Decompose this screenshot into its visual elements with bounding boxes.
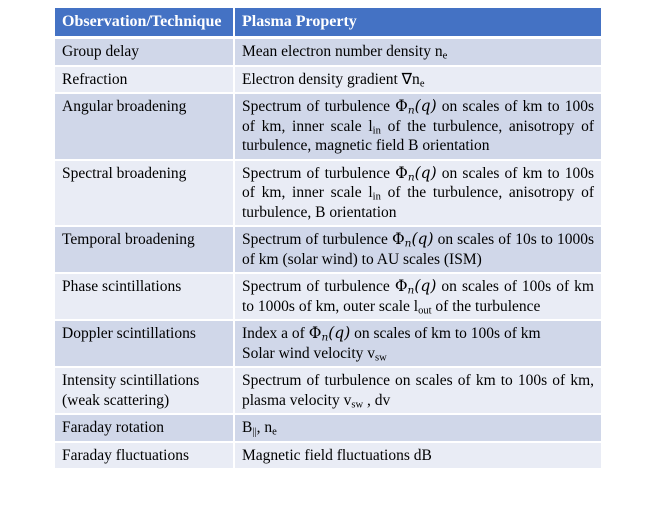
plasma-property-cell <box>234 66 601 94</box>
plasma-property-cell <box>234 38 601 66</box>
observation-cell: Doppler scintillations <box>55 320 234 367</box>
table-row <box>55 226 601 273</box>
subscript: e <box>272 426 277 438</box>
property-text: Spectrum of turbulence <box>242 98 396 115</box>
observation-cell: Faraday rotation <box>55 414 234 442</box>
phi-symbol: Φ <box>395 97 408 115</box>
observation-cell: Faraday fluctuations <box>55 442 234 470</box>
observation-cell: Intensity scintillations (weak scattering) <box>55 367 234 414</box>
table-body <box>55 38 601 470</box>
table-row <box>55 320 601 367</box>
plasma-properties-table <box>55 8 601 470</box>
plasma-property-cell <box>234 320 601 367</box>
subscript: || <box>252 426 257 438</box>
observation-cell: Angular broadening <box>55 93 234 160</box>
plasma-property-cell <box>234 367 601 414</box>
subscript: n <box>407 284 415 297</box>
property-text: Spectrum of turbulence <box>242 278 395 295</box>
subscript: e <box>442 50 448 62</box>
table-row <box>55 273 601 320</box>
phi-symbol: Φ <box>308 324 322 342</box>
plasma-property-cell <box>234 442 601 470</box>
math-argument: (q) <box>414 97 437 115</box>
property-text: on scales of km to 100s of km, inner scale l <box>242 164 594 201</box>
subscript: n <box>321 331 329 344</box>
subscript: n <box>407 104 415 117</box>
subscript: n <box>407 171 415 184</box>
observation-cell: Phase scintillations <box>55 273 234 320</box>
subscript: in <box>372 125 381 137</box>
property-text: Mean electron number density n <box>242 43 443 60</box>
property-text: Spectrum of turbulence <box>242 231 392 248</box>
header-plasma-property: Plasma Property <box>234 8 601 38</box>
phi-symbol: Φ <box>394 277 408 295</box>
subscript: out <box>418 305 432 317</box>
property-text: Electron density gradient ∇n <box>242 70 420 88</box>
phi-symbol: Φ <box>395 163 408 182</box>
subscript: n <box>404 237 412 250</box>
table-row <box>55 38 601 66</box>
property-text: B <box>242 419 253 436</box>
property-text: Spectrum of turbulence <box>242 164 396 182</box>
observation-cell: Group delay <box>55 38 234 66</box>
table-row <box>55 442 601 470</box>
property-text: Index a of <box>242 325 309 342</box>
subscript: sw <box>375 352 387 364</box>
property-text: on scales of km to 100s of km, inner scale l <box>242 98 594 135</box>
table-row <box>55 66 601 94</box>
property-text: Spectrum of turbulence on scales of km to 100s of km, plasma velocity v <box>242 372 594 409</box>
plasma-property-cell <box>234 93 601 160</box>
property-text: Solar wind velocity v <box>242 344 376 362</box>
property-text: of the turbulence <box>431 297 541 315</box>
table-row <box>55 414 601 442</box>
plasma-property-cell <box>234 226 601 273</box>
subscript: sw <box>351 399 364 411</box>
table-row <box>55 93 601 160</box>
property-text: of the turbulence, anisotropy of turbulence, magnetic field B orientation <box>242 117 594 154</box>
property-text: , n <box>256 419 273 436</box>
header-observation-technique: Observation/Technique <box>55 8 234 38</box>
property-text: on scales of 10s to 1000s of km (solar wind) to AU scales (ISM) <box>242 231 594 268</box>
table-row <box>55 367 601 414</box>
property-text: on scales of 100s of km to 1000s of km, outer scale l <box>242 278 594 315</box>
plasma-property-cell <box>234 160 601 227</box>
plasma-property-cell <box>234 273 601 320</box>
plasma-property-cell <box>234 414 601 442</box>
property-text: of the turbulence, anisotropy of turbulence, B orientation <box>242 184 594 221</box>
property-text: Magnetic field fluctuations dB <box>242 446 432 464</box>
property-text: , dv <box>363 391 391 409</box>
table-row <box>55 160 601 227</box>
phi-symbol: Φ <box>391 230 405 248</box>
observation-cell: Spectral broadening <box>55 160 234 227</box>
subscript: e <box>419 78 425 90</box>
math-argument: (q) <box>328 324 351 342</box>
math-argument: (q) <box>411 230 434 248</box>
subscript: in <box>372 191 381 203</box>
math-argument: (q) <box>414 277 437 295</box>
math-argument: (q) <box>414 163 437 182</box>
header-row <box>55 8 601 38</box>
observation-cell: Refraction <box>55 66 234 94</box>
observation-cell: Temporal broadening <box>55 226 234 273</box>
property-text: on scales of km to 100s of km <box>350 325 541 342</box>
